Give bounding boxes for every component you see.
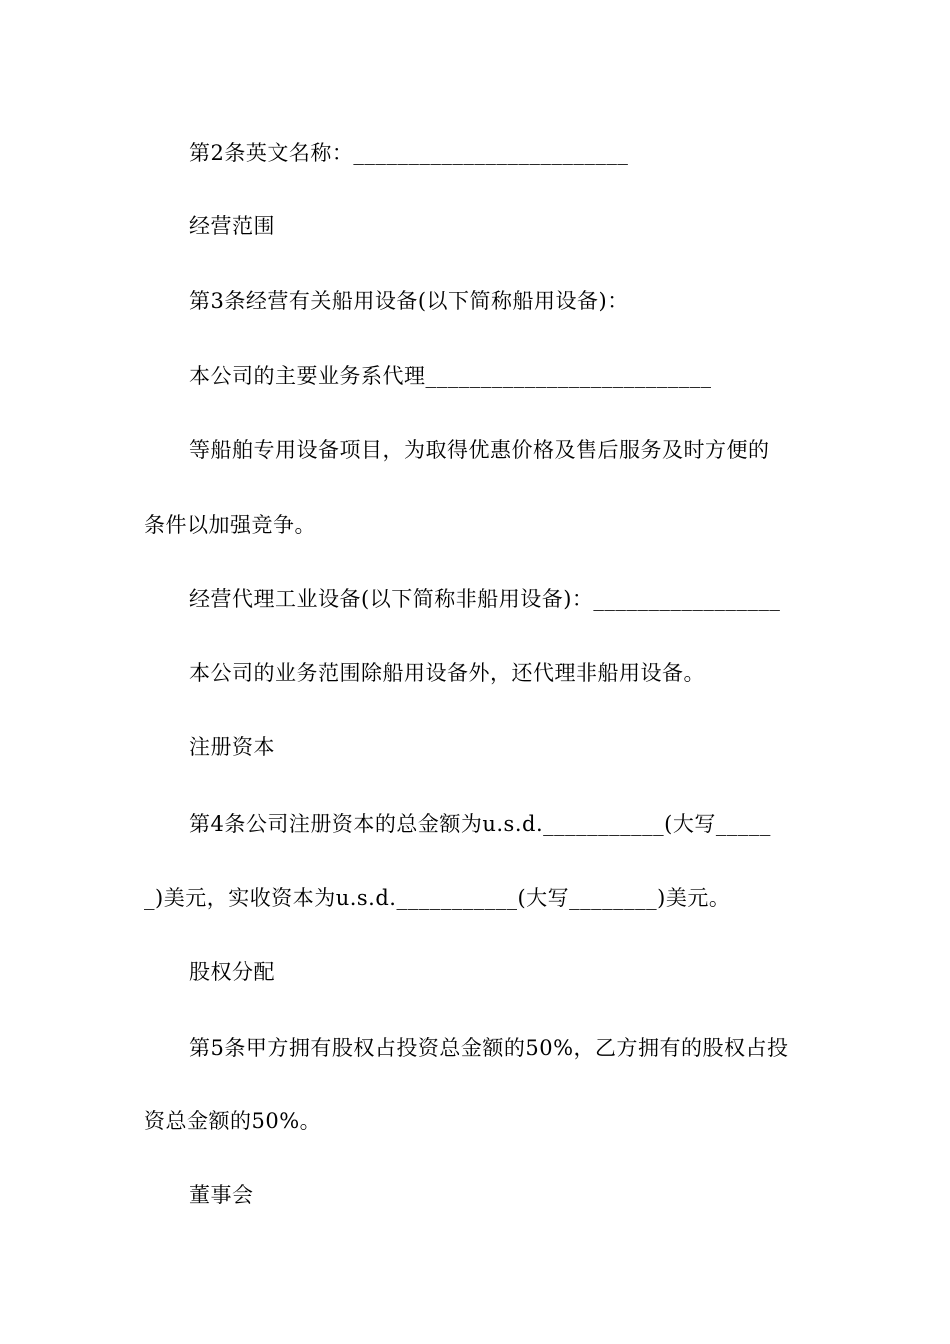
article-5-line-1: 第5条甲方拥有股权占投资总金额的50%，乙方拥有的股权占投 — [189, 1036, 789, 1060]
marine-equipment-paragraph-line-1: 等船舶专用设备项目，为取得优惠价格及售后服务及时方便的 — [189, 438, 770, 462]
article-5-line-2: 资总金额的50%。 — [144, 1109, 322, 1133]
heading-board-of-directors: 董事会 — [189, 1183, 254, 1207]
heading-equity-distribution: 股权分配 — [189, 960, 275, 984]
business-scope-non-marine: 本公司的业务范围除船用设备外，还代理非船用设备。 — [189, 661, 705, 685]
marine-equipment-paragraph-line-2: 条件以加强竞争。 — [144, 513, 316, 537]
heading-registered-capital: 注册资本 — [189, 735, 275, 759]
industrial-equipment-line: 经营代理工业设备(以下简称非船用设备)：_________________ — [189, 587, 781, 611]
article-2-english-name: 第2条英文名称：_________________________ — [189, 141, 629, 165]
heading-business-scope: 经营范围 — [189, 214, 275, 238]
article-4-line-2: _)美元，实收资本为u.s.d.___________(大写________)美元。 — [144, 886, 731, 910]
article-4-line-1: 第4条公司注册资本的总金额为u.s.d.___________(大写_____ — [189, 812, 771, 836]
article-3-marine-equipment: 第3条经营有关船用设备(以下简称船用设备)： — [189, 289, 629, 313]
main-business-agent-line: 本公司的主要业务系代理__________________________ — [189, 364, 712, 388]
